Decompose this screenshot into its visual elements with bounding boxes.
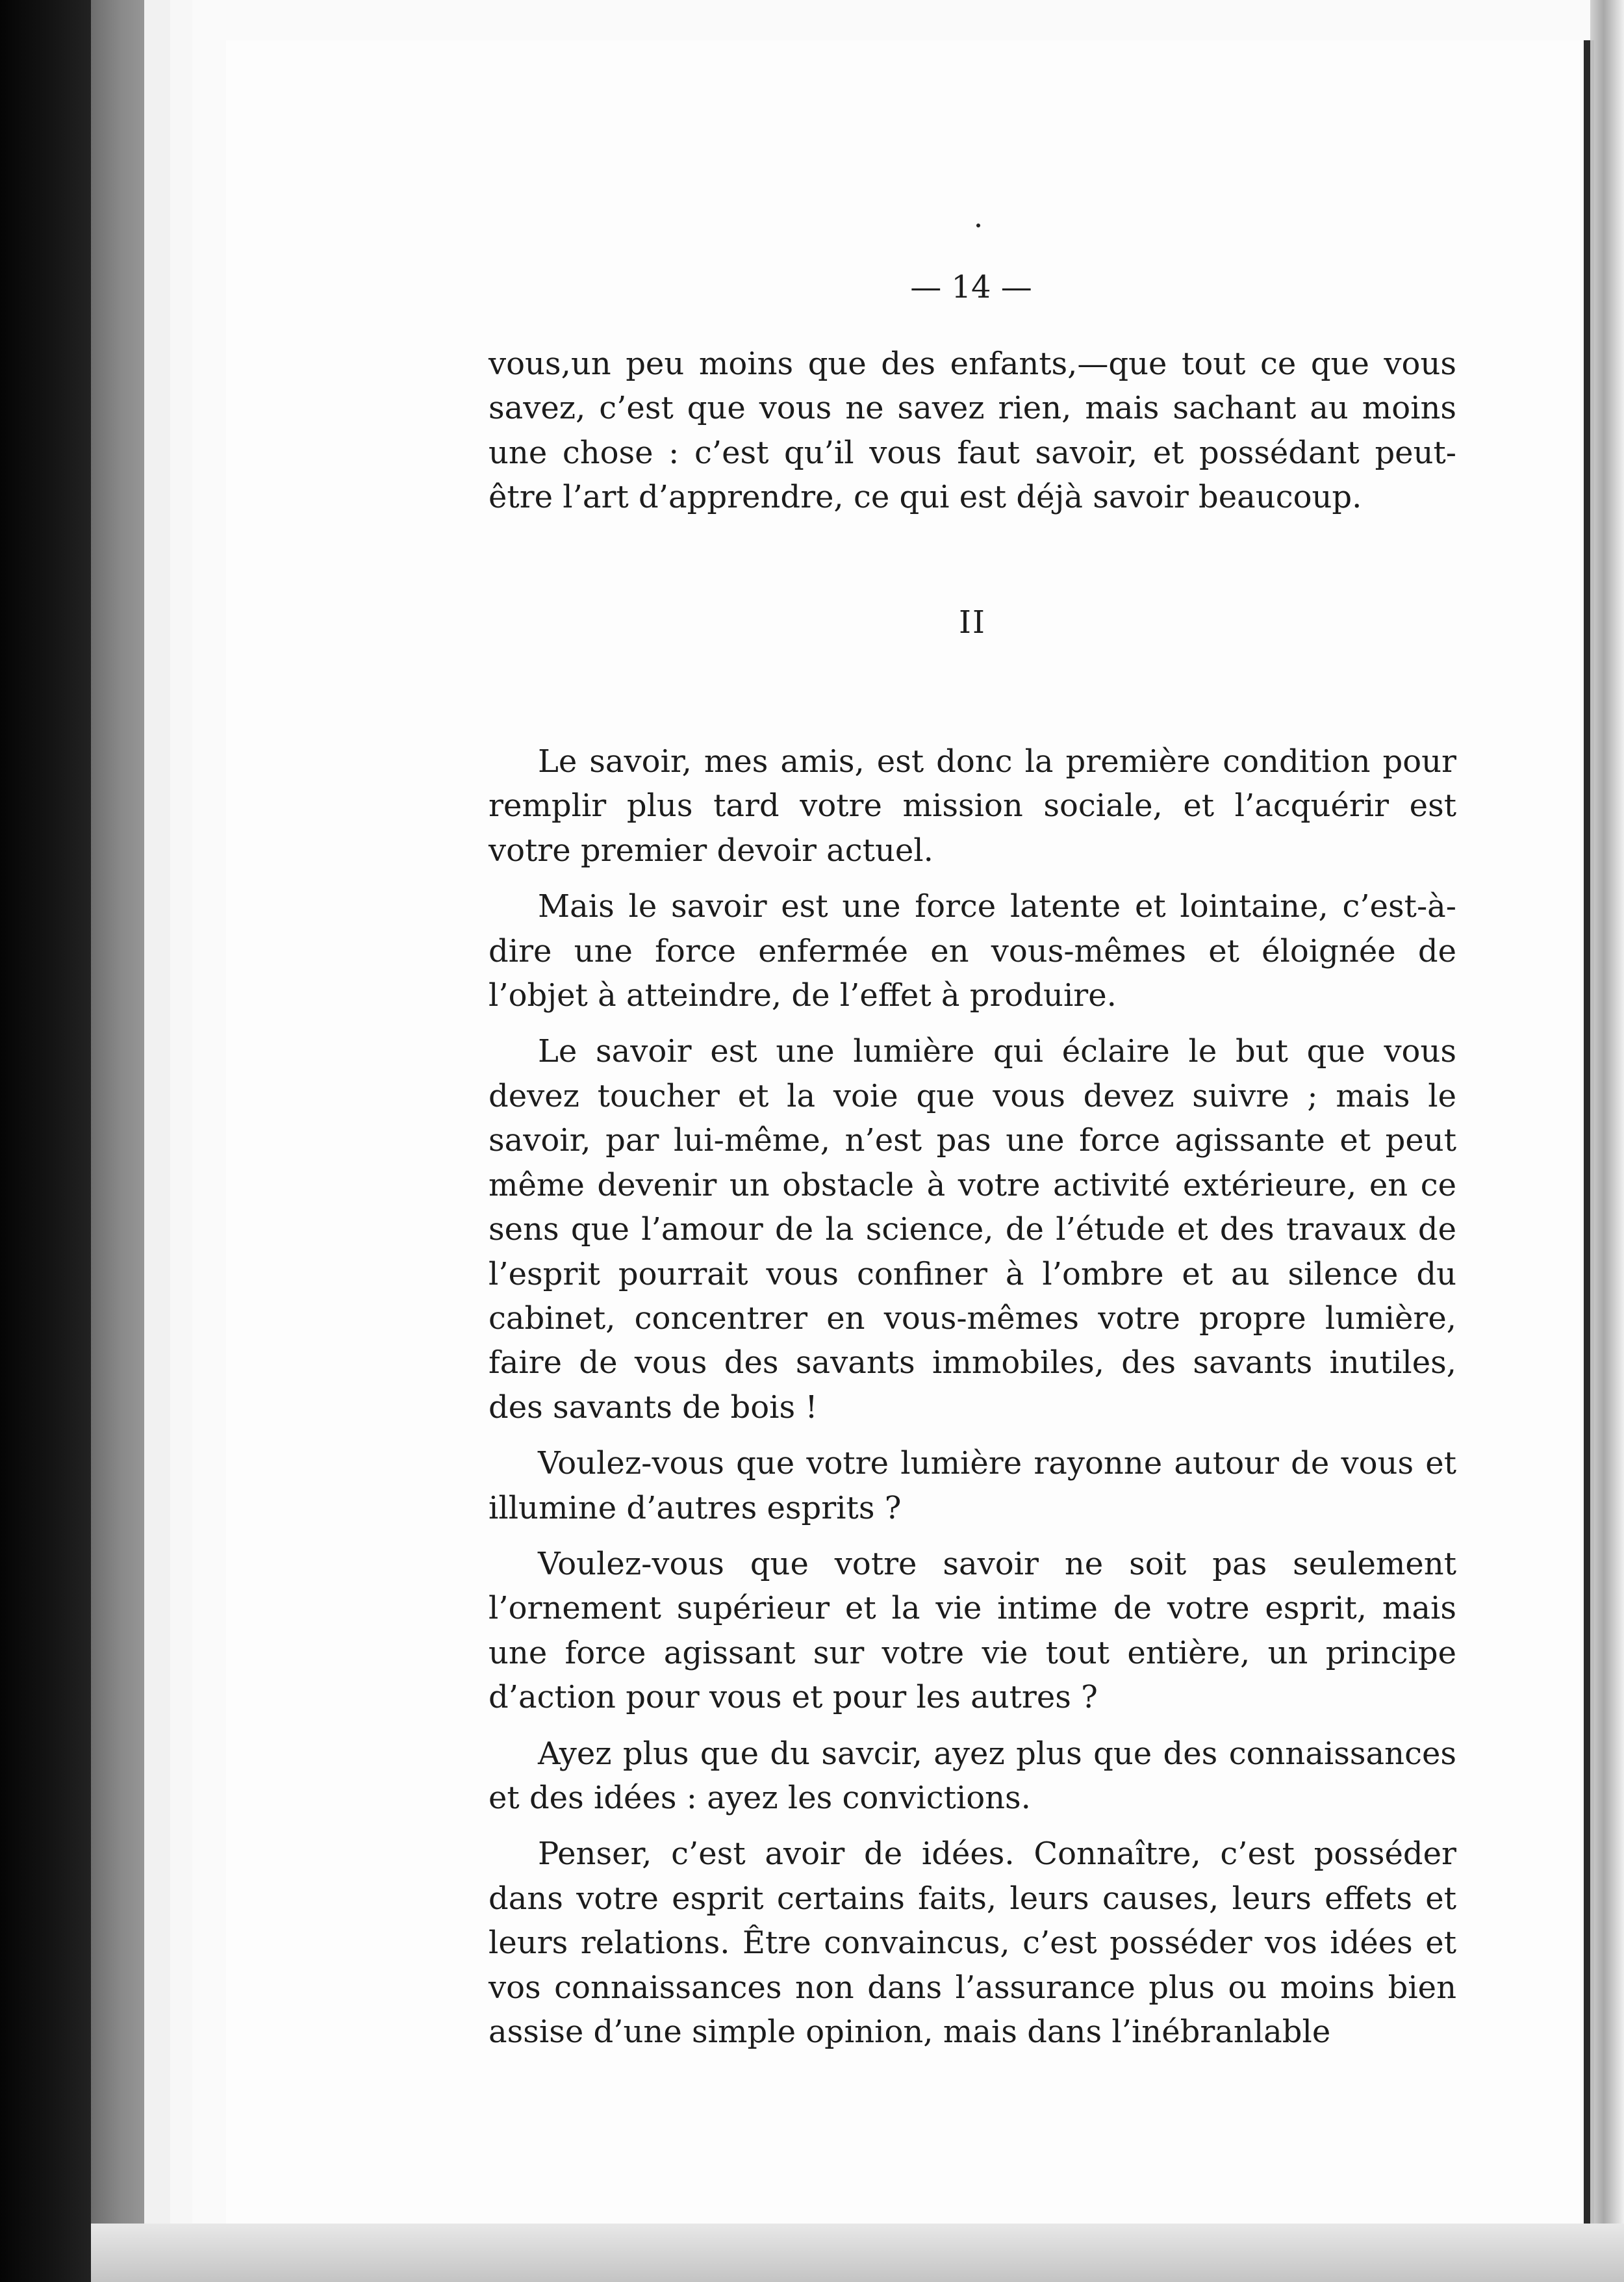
paragraph: Le savoir, mes amis, est donc la première condition pour remplir plus tard votre mission sociale, et l’acquérir est votre premier devoir actuel. xyxy=(488,743,1456,869)
paragraph: Mais le savoir est une force latente et lointaine, c’est-à-dire une force enfermée en vous-mêmes et éloignée de l’objet à atteindre, de l’effet à produire. xyxy=(488,888,1456,1014)
paragraph: Voulez-vous que votre savoir ne soit pas seulement l’ornement supérieur et la vie intime de votre esprit, mais une force agissant sur votre vie tout entière, un principe d’action pour vous et pour les autres ? xyxy=(488,1545,1456,1716)
scan-margin-right xyxy=(1590,0,1624,2282)
scan-margin-bottom xyxy=(91,2224,1624,2282)
page-number: — 14 — xyxy=(910,269,1032,305)
paragraph: Ayez plus que du savcir, ayez plus que des connaissances et des idées : ayez les convictions. xyxy=(488,1735,1456,1816)
paragraph-continued: vous,un peu moins que des enfants,—que tout ce que vous savez, c’est que vous ne savez rien, mais sachant au moins une chose : c’est qu’il vous faut savoir, et possédant peut-être l’art d’apprendre, ce qui est déjà savoir beaucoup. xyxy=(488,346,1456,516)
paragraph: Penser, c’est avoir de idées. Connaître, c’est posséder dans votre esprit certains faits, leurs causes, leurs effets et leurs relations. Être convaincus, c’est posséder vos idées et vos connaissances non dans l’assurance plus ou moins bien assise d’une simple opinion, mais dans l’inébranlable xyxy=(488,1836,1456,2050)
ink-speck xyxy=(976,224,980,227)
paragraph: Voulez-vous que votre lumière rayonne autour de vous et illumine d’autres esprits ? xyxy=(488,1445,1456,1526)
page-body xyxy=(488,266,1456,2054)
section-heading: II xyxy=(959,604,986,641)
scan-margin-left xyxy=(0,0,91,2282)
paragraph: Le savoir est une lumière qui éclaire le but que vous devez toucher et la voie que vous devez suivre ; mais le savoir, par lui-même, n’est pas une force agissante et peut même devenir un obstacle à votre activité extérieure, en ce sens que l’amour de la science, de l’étude et des travaux de l’esprit pourrait vous confiner à l’ombre et au silence du cabinet, concentrer en vous-mêmes votre propre lumière, faire de vous des savants immobiles, des savants inutiles, des savants de bois ! xyxy=(488,1033,1456,1426)
book-spine-shadow xyxy=(91,0,153,2282)
